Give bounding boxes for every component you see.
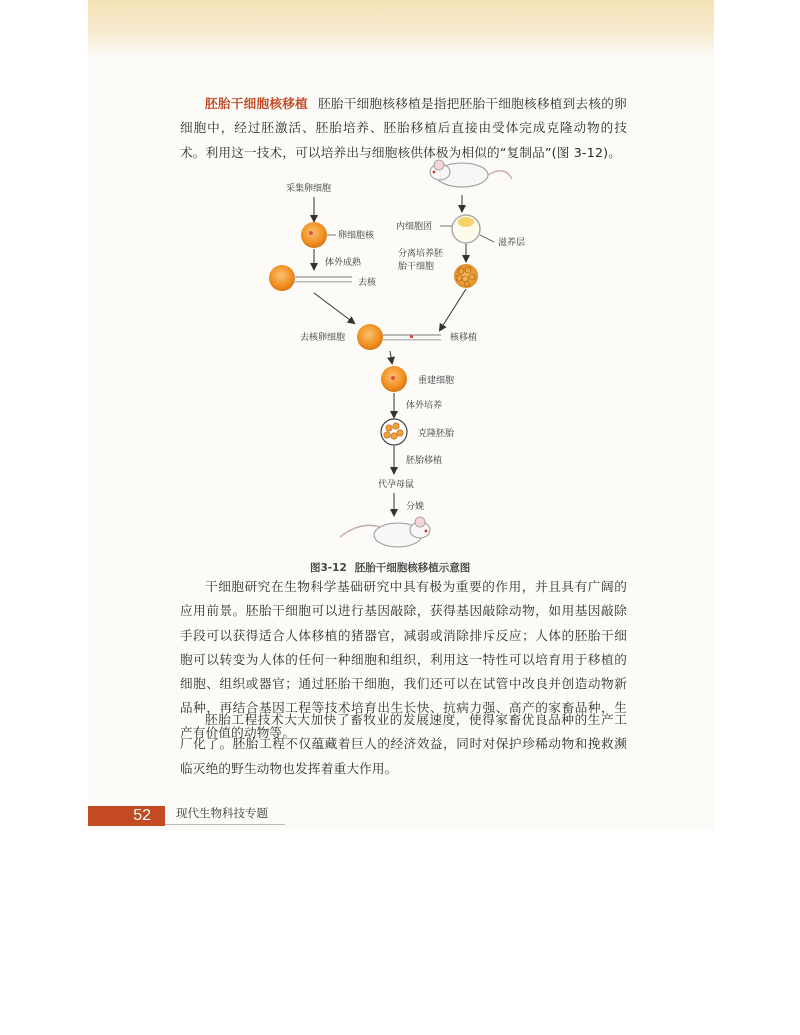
enucleated-egg	[357, 324, 383, 350]
egg-nucleus-dot	[309, 231, 313, 235]
figure-caption	[310, 560, 530, 575]
figure-number: 图3-12	[310, 562, 347, 574]
label-isolate-culture-2: 胎干细胞	[398, 262, 435, 272]
label-in-vitro-maturation: 体外成熟	[325, 258, 362, 268]
matured-egg-cell	[269, 265, 295, 291]
label-in-vitro-culture: 体外培养	[406, 401, 443, 411]
arrow-to-transfer	[440, 289, 466, 330]
book-title: 现代生物科技专题	[176, 806, 268, 820]
footer-rule	[165, 824, 285, 825]
nuclear-transfer-diagram	[286, 165, 600, 570]
label-reconstructed-cell: 重建细胞	[418, 376, 455, 386]
arrow-to-enucleated	[314, 293, 354, 323]
label-inner-cell-mass: 内细胞团	[396, 222, 433, 232]
arrow-reconstruct	[390, 351, 392, 363]
intro-paragraph	[180, 92, 627, 165]
donor-mouse-icon	[430, 160, 512, 187]
figure-title: 胚胎干细胞核移植示意图	[354, 562, 471, 574]
page-header-band	[88, 0, 714, 58]
section-heading: 胚胎干细胞核移植	[205, 96, 309, 111]
page-number: 52	[88, 806, 165, 826]
label-feeder-layer: 滋养层	[498, 238, 526, 248]
label-collect-egg: 采集卵细胞	[286, 184, 332, 194]
intro-text: 胚胎干细胞核移植是指把胚胎干细胞核移植到去核的卵细胞中，经过胚激活、胚胎培养、胚胎移植后直接由受体完成克隆动物的技术。利用这一技术，可以培养出与细胞核供体极为相似的“复制品”(图 3-12)。	[180, 96, 627, 160]
body-paragraph-2: 胚胎工程技术大大加快了畜牧业的发展速度，使得家畜优良品种的生产工厂化了。胚胎工程不仅蕴藏着巨人的经济效益，同时对保护珍稀动物和挽救濒临灭绝的野生动物也发挥着重大作用。	[180, 712, 627, 776]
label-egg-nucleus: 卵细胞核	[338, 231, 375, 241]
body-paragraph-1: 干细胞研究在生物科学基础研究中具有极为重要的作用，并且具有广阔的应用前景。胚胎干细胞可以进行基因敲除，获得基因敲除动物，如用基因敲除手段可以获得适合人体移植的猪器官，减弱或消除排斥反应；人体的胚胎干细胞可以转变为人体的任何一种细胞和组织，利用这一特性可以培育用于移植的细胞、组织或器官；通过胚胎干细胞，我们还可以在试管中改良并创造动物新品种，再结合基因工程等技术培育出生长快、抗病力强、高产的家畜品种，生产有价值的动物等。	[180, 579, 627, 740]
label-enucleation: 去核	[358, 278, 377, 288]
label-isolate-culture-1: 分离培养胚	[398, 249, 444, 259]
label-nuclear-transfer: 核移植	[450, 333, 478, 343]
inner-cell-mass	[458, 217, 474, 227]
egg-cell	[301, 222, 327, 248]
label-embryo-transfer: 胚胎移植	[406, 456, 443, 466]
cloned-mouse-icon	[340, 517, 430, 547]
label-cloned-embryo: 克隆胚胎	[418, 429, 455, 439]
label-birth: 分娩	[406, 502, 425, 512]
label-surrogate-mother: 代孕母鼠	[378, 480, 415, 490]
enucleation-pipette	[294, 276, 352, 278]
label-enucleated-egg: 去核卵细胞	[300, 333, 346, 343]
